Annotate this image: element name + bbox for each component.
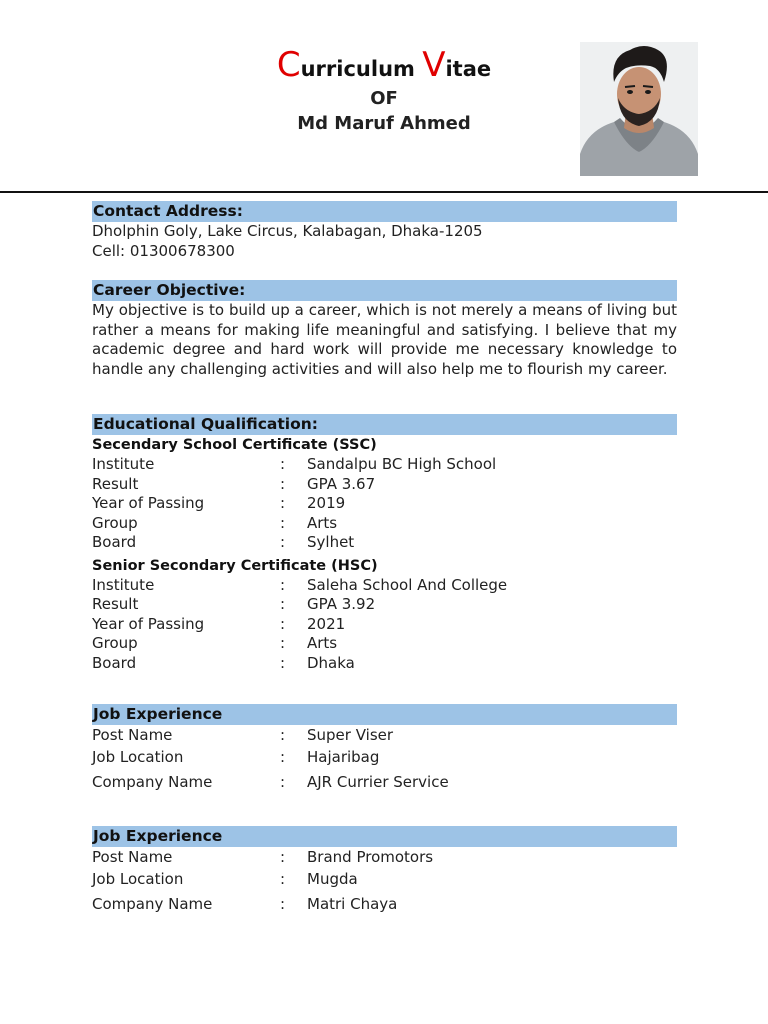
job2-row-location: Job Location : Mugda bbox=[92, 870, 358, 888]
title-of: OF bbox=[370, 88, 398, 109]
ssc-row-group: Group : Arts bbox=[92, 513, 338, 532]
job-heading-1: Job Experience bbox=[92, 704, 677, 725]
ssc-title: Secendary School Certificate (SSC) bbox=[92, 437, 377, 453]
contact-address: Dholphin Goly, Lake Circus, Kalabagan, Dhaka-1205 bbox=[92, 222, 483, 240]
job-experience-section-2 bbox=[92, 826, 677, 917]
cv-header bbox=[200, 45, 568, 138]
hsc-row-board: Board : Dhaka bbox=[92, 653, 355, 672]
header-divider bbox=[0, 191, 768, 193]
job1-row-post: Post Name : Super Viser bbox=[92, 726, 394, 744]
hsc-row-group: Group : Arts bbox=[92, 634, 338, 652]
ssc-row-board: Board : Sylhet bbox=[92, 533, 355, 551]
hsc-row-result: Result : GPA 3.92 bbox=[92, 595, 376, 613]
person-portrait-icon bbox=[580, 42, 698, 176]
education-heading: Educational Qualification: bbox=[92, 414, 677, 435]
hsc-row-year: Year of Passing : 2021 bbox=[92, 614, 346, 633]
objective-text: My objective is to build up a career, which is not merely a means of living but rather a means for making life meaningful and satisfying. I believe that my academic degree and hard work will provide me necessary knowledge to handle any challenging activities and will also help me to flourish my career. bbox=[92, 301, 677, 378]
ssc-row-year: Year of Passing : 2019 bbox=[92, 494, 346, 512]
candidate-name: Md Maruf Ahmed bbox=[297, 113, 471, 134]
job-heading-2: Job Experience bbox=[92, 826, 677, 847]
ssc-row-result: Result : GPA 3.67 bbox=[92, 474, 376, 493]
job1-row-company: Company Name : AJR Currier Service bbox=[92, 773, 449, 791]
document-title: Curriculum Vitae bbox=[276, 45, 492, 85]
job1-row-location: Job Location : Hajaribag bbox=[92, 748, 380, 766]
objective-section bbox=[92, 280, 677, 379]
contact-heading: Contact Address: bbox=[92, 201, 677, 222]
job2-row-company: Company Name : Matri Chaya bbox=[92, 895, 398, 913]
hsc-title: Senior Secondary Certificate (HSC) bbox=[92, 557, 378, 574]
contact-section bbox=[92, 201, 677, 261]
hsc-row-institute: Institute : Saleha School And College bbox=[92, 575, 508, 594]
job-experience-section-1 bbox=[92, 704, 677, 795]
education-section bbox=[92, 414, 677, 673]
job2-row-post: Post Name : Brand Promotors bbox=[92, 848, 434, 866]
contact-cell: Cell: 01300678300 bbox=[92, 241, 235, 260]
ssc-row-institute: Institute : Sandalpu BC High School bbox=[92, 455, 497, 473]
objective-heading: Career Objective: bbox=[92, 280, 677, 301]
profile-photo bbox=[580, 42, 698, 176]
